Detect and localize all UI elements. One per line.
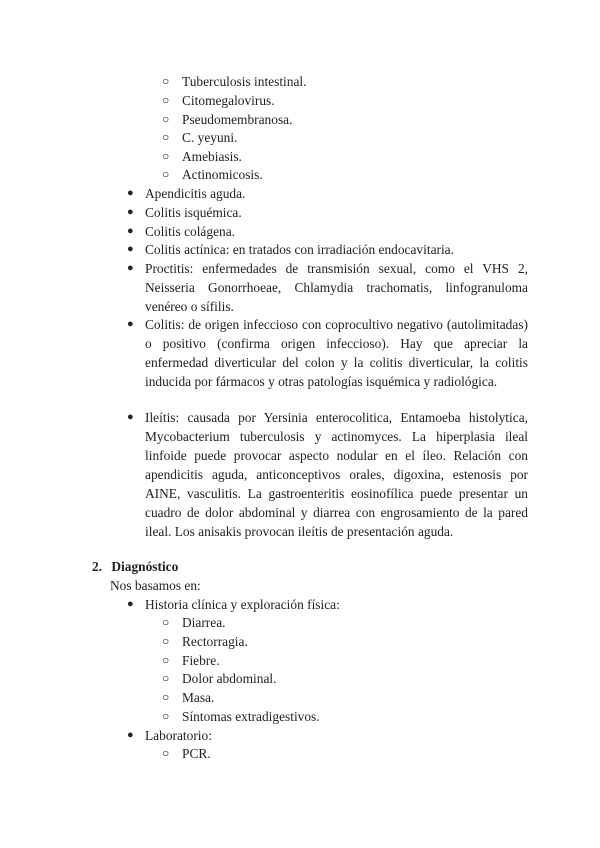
hollow-circle-icon: ○ [162, 93, 170, 107]
bullet-item-text: Colitis isquémica. [145, 205, 242, 220]
sublist-item-text: Diarrea. [182, 615, 226, 630]
sublist-item-text: PCR. [182, 746, 211, 761]
sublist-item-text: Fiebre. [182, 653, 220, 668]
bullet-item-historia-clinica [127, 595, 528, 614]
bullet-item-text: Apendicitis aguda. [145, 186, 246, 201]
bullet-item-ileitis [127, 408, 528, 541]
bullet-item-text: Colitis: de origen infeccioso con coprocultivo negativo (autolimitadas) o positivo (confirma origen infeccioso). Hay que apreciar la enfermedad diverticular del colon y la colitis diverticular, la colitis inducida por fármacos y otras patologías isquémica y radiológica. [145, 317, 528, 389]
bullet-item-text: Colitis colágena. [145, 224, 235, 239]
bullet-item-colitis-isquemica [127, 203, 528, 222]
bullet-item-text: Historia clínica y exploración física: [145, 597, 340, 612]
bullet-item-text: Ileítis: causada por Yersinia enterocolitica, Entamoeba histolytica, Mycobacterium tuberculosis y actinomyces. La hiperplasia ileal linfoide puede provocar aspecto nodular en el íleo. Relación con apendicitis aguda, anticonceptivos orales, digoxina, estenosis por AINE, vasculitis. La gastroenteritis eosinofílica puede presentar un cuadro de dolor abdominal y diarrea con engrosamiento de la pared ileal. Los anisakis provocan ileítis de presentación aguda. [145, 410, 528, 539]
hollow-circle-icon: ○ [162, 709, 170, 723]
section-number: 2. [92, 559, 103, 574]
hollow-circle-icon: ○ [162, 690, 170, 704]
hollow-circle-icon: ○ [162, 130, 170, 144]
bullet-item-text: Proctitis: enfermedades de transmisión sexual, como el VHS 2, Neisseria Gonorrhoeae, Chlamydia trachomatis, linfogranuloma venéreo o sífilis. [145, 261, 528, 314]
sublist-item-text: Tuberculosis intestinal. [182, 74, 307, 89]
sublist-item-amebiasis [162, 147, 242, 166]
filled-circle-icon: ● [127, 206, 134, 218]
sublist-item-citomegalovirus [162, 91, 275, 110]
filled-circle-icon: ● [127, 318, 134, 330]
hollow-circle-icon: ○ [162, 615, 170, 629]
bullet-item-colitis-infecciosa [127, 315, 528, 391]
hollow-circle-icon: ○ [162, 167, 170, 181]
sublist-item-c-yeyuni [162, 128, 238, 147]
bullet-item-proctitis [127, 259, 528, 316]
filled-circle-icon: ● [127, 411, 134, 423]
sublist-item-fiebre [162, 651, 220, 670]
sublist-item-pseudomembranosa [162, 110, 293, 129]
sublist-item-text: Masa. [182, 690, 215, 705]
filled-circle-icon: ● [127, 225, 134, 237]
hollow-circle-icon: ○ [162, 653, 170, 667]
sublist-item-pcr [162, 744, 211, 763]
hollow-circle-icon: ○ [162, 634, 170, 648]
section-title: Diagnóstico [111, 559, 179, 574]
hollow-circle-icon: ○ [162, 74, 170, 88]
sublist-item-masa [162, 688, 215, 707]
sublist-item-sintomas-extradigestivos [162, 707, 320, 726]
sublist-item-text: Rectorragia. [182, 634, 248, 649]
filled-circle-icon: ● [127, 187, 134, 199]
sublist-item-text: Síntomas extradigestivos. [182, 709, 320, 724]
sublist-item-text: Citomegalovirus. [182, 93, 275, 108]
bullet-item-text: Laboratorio: [145, 728, 212, 743]
sublist-item-text: C. yeyuni. [182, 130, 238, 145]
bullet-item-colitis-colagena [127, 222, 528, 241]
filled-circle-icon: ● [127, 598, 134, 610]
sublist-item-text: Pseudomembranosa. [182, 112, 293, 127]
section-intro: Nos basamos en: [110, 578, 201, 593]
hollow-circle-icon: ○ [162, 112, 170, 126]
hollow-circle-icon: ○ [162, 149, 170, 163]
bullet-item-text: Colitis actínica: en tratados con irradiación endocavitaria. [145, 242, 454, 257]
section-heading-diagnostico [92, 557, 178, 576]
filled-circle-icon: ● [127, 243, 134, 255]
bullet-item-laboratorio [127, 726, 528, 745]
sublist-item-dolor-abdominal [162, 669, 277, 688]
bullet-item-apendicitis [127, 184, 528, 203]
sublist-item-tuberculosis [162, 72, 307, 91]
sublist-item-text: Amebiasis. [182, 149, 242, 164]
hollow-circle-icon: ○ [162, 746, 170, 760]
filled-circle-icon: ● [127, 262, 134, 274]
sublist-item-text: Actinomicosis. [182, 167, 263, 182]
sublist-item-rectorragia [162, 632, 248, 651]
sublist-item-diarrea [162, 613, 226, 632]
sublist-item-actinomicosis [162, 165, 263, 184]
hollow-circle-icon: ○ [162, 671, 170, 685]
bullet-item-colitis-actinica [127, 240, 528, 259]
sublist-item-text: Dolor abdominal. [182, 671, 277, 686]
filled-circle-icon: ● [127, 729, 134, 741]
